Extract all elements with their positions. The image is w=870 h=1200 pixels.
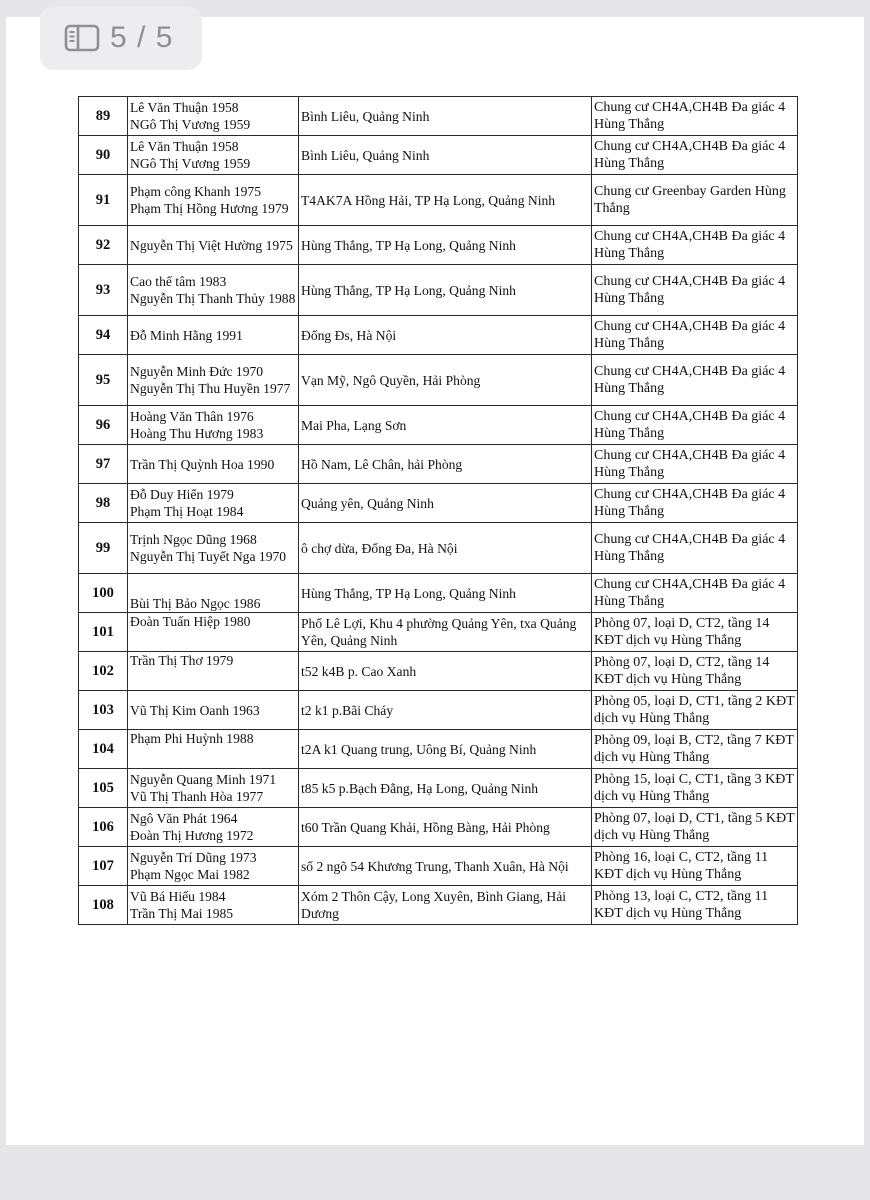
owner-name-primary: Đỗ Minh Hằng 1991 [130,327,243,343]
address-cell: Hùng Thắng, TP Hạ Long, Quảng Ninh [299,574,592,613]
owner-names [128,730,299,769]
apartment-cell: Phòng 05, loại D, CT1, tầng 2 KĐT dịch vụ Hùng Thắng [592,691,798,730]
owner-name-primary: Nguyễn Minh Đức 1970 [130,364,264,379]
owner-names [128,355,299,406]
address-cell: Phố Lê Lợi, Khu 4 phường Quảng Yên, txa Quảng Yên, Quảng Ninh [299,613,592,652]
table-row [79,316,798,355]
table-row [79,355,798,406]
apartment-cell: Phòng 07, loại D, CT2, tầng 14 KĐT dịch vụ Hùng Thắng [592,652,798,691]
owner-names [128,316,299,355]
address-cell: t2 k1 p.Bãi Cháy [299,691,592,730]
address-cell: ô chợ dừa, Đống Đa, Hà Nội [299,523,592,574]
row-number: 107 [79,847,128,886]
owner-name-secondary: Nguyễn Thị Thanh Thủy 1988 [130,291,296,306]
owner-name-secondary: Phạm Thị Hồng Hương 1979 [130,201,289,216]
owner-name-secondary: NGô Thị Vương 1959 [130,117,251,132]
owner-name-primary: Cao thế tâm 1983 [130,274,227,289]
owner-name-primary: Hoàng Văn Thân 1976 [130,409,254,424]
owner-names [128,652,299,691]
owner-names [128,484,299,523]
address-cell: Xóm 2 Thôn Cậy, Long Xuyên, Bình Giang, Hải Dương [299,886,592,925]
owner-name-secondary: Đoàn Thị Hương 1972 [130,828,254,843]
owner-names [128,97,299,136]
table-row [79,445,798,484]
owner-names [128,613,299,652]
row-number: 97 [79,445,128,484]
owner-name-primary: Ngô Văn Phát 1964 [130,811,238,826]
owner-name-secondary: Nguyễn Thị Thu Huyền 1977 [130,381,291,396]
row-number: 89 [79,97,128,136]
owner-name-primary: Bùi Thị Bảo Ngọc 1986 [130,596,261,611]
owner-names [128,691,299,730]
table-row [79,484,798,523]
apartment-cell: Phòng 16, loại C, CT2, tầng 11 KĐT dịch vụ Hùng Thắng [592,847,798,886]
apartment-cell: Chung cư CH4A,CH4B Đa giác 4 Hùng Thắng [592,523,798,574]
apartment-cell: Phòng 13, loại C, CT2, tầng 11 KĐT dịch vụ Hùng Thắng [592,886,798,925]
row-number: 98 [79,484,128,523]
address-cell: Hùng Thắng, TP Hạ Long, Quảng Ninh [299,265,592,316]
owner-name-primary: Phạm Phi Huỳnh 1988 [130,731,254,746]
address-cell: Bình Liêu, Quảng Ninh [299,136,592,175]
row-number: 96 [79,406,128,445]
row-number: 108 [79,886,128,925]
address-cell: Quảng yên, Quảng Ninh [299,484,592,523]
owner-names [128,136,299,175]
owner-name-secondary: Phạm Thị Hoạt 1984 [130,504,244,519]
owner-names [128,574,299,613]
table-row [79,613,798,652]
apartment-cell: Chung cư CH4A,CH4B Đa giác 4 Hùng Thắng [592,484,798,523]
owner-name-primary: Trần Thị Quỳnh Hoa 1990 [130,456,275,472]
table-row [79,226,798,265]
table-row [79,97,798,136]
page-counter[interactable] [40,6,202,70]
address-cell: t52 k4B p. Cao Xanh [299,652,592,691]
row-number: 102 [79,652,128,691]
row-number: 92 [79,226,128,265]
owner-name-secondary: Hoàng Thu Hương 1983 [130,426,264,441]
address-cell: Hồ Nam, Lê Chân, hải Phòng [299,445,592,484]
owner-name-primary: Vũ Bá Hiếu 1984 [130,889,226,904]
table-row [79,175,798,226]
table-row [79,769,798,808]
address-cell: t60 Trần Quang Khải, Hồng Bàng, Hải Phòng [299,808,592,847]
row-number: 90 [79,136,128,175]
address-cell: t85 k5 p.Bạch Đằng, Hạ Long, Quảng Ninh [299,769,592,808]
apartment-cell: Phòng 15, loại C, CT1, tầng 3 KĐT dịch vụ Hùng Thắng [592,769,798,808]
owner-name-secondary: Nguyễn Thị Tuyết Nga 1970 [130,549,287,564]
row-number: 103 [79,691,128,730]
row-number: 104 [79,730,128,769]
table-row [79,808,798,847]
owner-name-primary: Nguyễn Quang Minh 1971 [130,772,277,787]
apartment-cell: Phòng 07, loại D, CT2, tầng 14 KĐT dịch vụ Hùng Thắng [592,613,798,652]
owner-names [128,769,299,808]
owner-names [128,175,299,226]
apartment-cell: Phòng 09, loại B, CT2, tầng 7 KĐT dịch vụ Hùng Thắng [592,730,798,769]
table-row [79,265,798,316]
apartment-cell: Phòng 07, loại D, CT1, tầng 5 KĐT dịch vụ Hùng Thắng [592,808,798,847]
owner-name-primary: Phạm công Khanh 1975 [130,184,262,199]
owner-name-primary: Trịnh Ngọc Dũng 1968 [130,532,257,547]
address-cell: Hùng Thắng, TP Hạ Long, Quảng Ninh [299,226,592,265]
owner-name-secondary: Trần Thị Mai 1985 [130,906,234,921]
row-number: 106 [79,808,128,847]
address-cell: T4AK7A Hồng Hải, TP Hạ Long, Quảng Ninh [299,175,592,226]
owner-name-primary: Lê Văn Thuận 1958 [130,100,239,115]
table-row [79,886,798,925]
table-row [79,847,798,886]
owner-name-primary: Nguyễn Trí Dũng 1973 [130,850,257,865]
address-cell: t2A k1 Quang trung, Uông Bí, Quảng Ninh [299,730,592,769]
apartment-cell: Chung cư CH4A,CH4B Đa giác 4 Hùng Thắng [592,97,798,136]
apartment-cell: Chung cư CH4A,CH4B Đa giác 4 Hùng Thắng [592,445,798,484]
owner-names [128,886,299,925]
owner-name-primary: Nguyễn Thị Việt Hường 1975 [130,237,293,253]
table-row [79,652,798,691]
owner-name-primary: Lê Văn Thuận 1958 [130,139,239,154]
page-counter-text: 5 / 5 [110,21,174,54]
address-cell: Đống Đs, Hà Nội [299,316,592,355]
table-row [79,406,798,445]
row-number: 93 [79,265,128,316]
apartment-cell: Chung cư CH4A,CH4B Đa giác 4 Hùng Thắng [592,406,798,445]
apartment-cell: Chung cư CH4A,CH4B Đa giác 4 Hùng Thắng [592,316,798,355]
row-number: 94 [79,316,128,355]
owner-names [128,808,299,847]
table-row [79,523,798,574]
records-table [78,96,798,925]
address-cell: số 2 ngõ 54 Khương Trung, Thanh Xuân, Hà Nội [299,847,592,886]
address-cell: Bình Liêu, Quảng Ninh [299,97,592,136]
owner-name-secondary: Vũ Thị Thanh Hòa 1977 [130,789,264,804]
owner-name-secondary: NGô Thị Vương 1959 [130,156,251,171]
row-number: 105 [79,769,128,808]
owner-names [128,523,299,574]
owner-name-primary: Đoàn Tuấn Hiệp 1980 [130,614,251,629]
owner-names [128,847,299,886]
row-number: 99 [79,523,128,574]
owner-names [128,406,299,445]
apartment-cell: Chung cư CH4A,CH4B Đa giác 4 Hùng Thắng [592,226,798,265]
table-row [79,136,798,175]
row-number: 101 [79,613,128,652]
apartment-cell: Chung cư CH4A,CH4B Đa giác 4 Hùng Thắng [592,355,798,406]
row-number: 100 [79,574,128,613]
apartment-cell: Chung cư CH4A,CH4B Đa giác 4 Hùng Thắng [592,574,798,613]
owner-name-secondary: Phạm Ngọc Mai 1982 [130,867,250,882]
sidebar-panel-icon[interactable] [64,24,100,52]
owner-names [128,445,299,484]
row-number: 95 [79,355,128,406]
owner-name-primary: Đỗ Duy Hiển 1979 [130,487,234,502]
apartment-cell: Chung cư CH4A,CH4B Đa giác 4 Hùng Thắng [592,136,798,175]
owner-names [128,226,299,265]
apartment-cell: Chung cư CH4A,CH4B Đa giác 4 Hùng Thắng [592,265,798,316]
owner-name-primary: Trần Thị Thơ 1979 [130,653,234,668]
row-number: 91 [79,175,128,226]
table-row [79,691,798,730]
table-row [79,730,798,769]
table-row [79,574,798,613]
apartment-cell: Chung cư Greenbay Garden Hùng Thắng [592,175,798,226]
address-cell: Vạn Mỹ, Ngô Quyền, Hải Phòng [299,355,592,406]
address-cell: Mai Pha, Lạng Sơn [299,406,592,445]
owner-name-primary: Vũ Thị Kim Oanh 1963 [130,702,260,718]
owner-names [128,265,299,316]
